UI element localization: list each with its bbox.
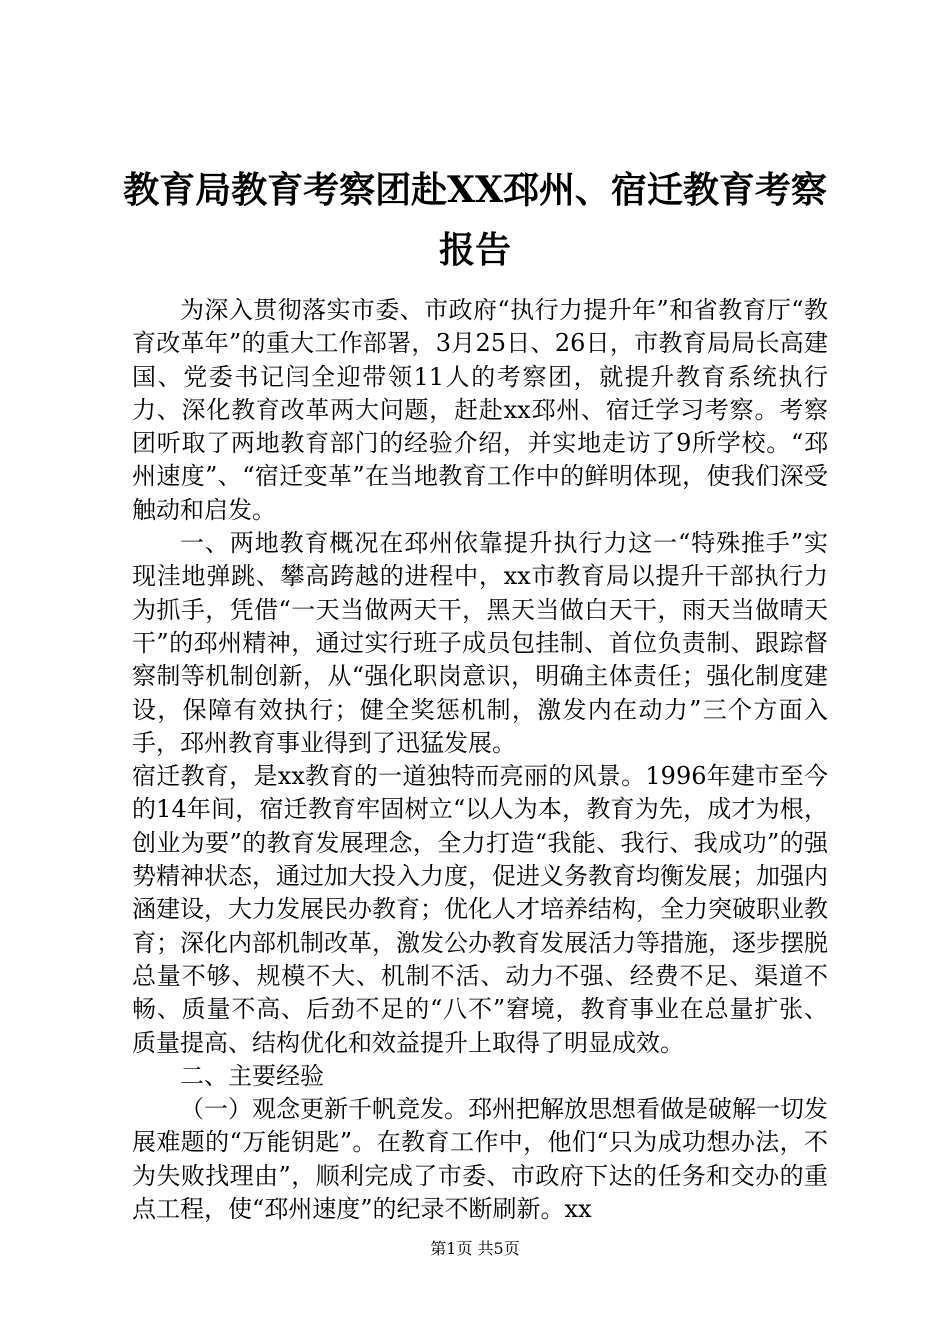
paragraph-intro: 为深入贯彻落实市委、市政府“执行力提升年”和省教育厅“教育改革年”的重大工作部署，3月25日、26日，市教育局局长高建国、党委书记闫全迎带领11人的考察团，就提升教育系统执行力、深化教育改革两大问题，赶赴xx邳州、宿迁学习考察。考察团听取了两地教育部门的经验介绍，并实地走访了9所学校。“邳州速度”、“宿迁变革”在当地教育工作中的鲜明体现，使我们深受触动和启发。 (132, 296, 828, 524)
paragraph-section-1: 一、两地教育概况在邳州依靠提升执行力这一“特殊推手”实现洼地弹跳、攀高跨越的进程中，xx市教育局以提升干部执行力为抓手，凭借“一天当做两天干，黑天当做白天干，雨天当做晴天干”的邳州精神，通过实行班子成员包挂制、首位负责制、跟踪督察制等机制创新，从“强化职岗意识，明确主体责任；强化制度建设，保障有效执行；健全奖惩机制，激发内在动力”三个方面入手，邳州教育事业得到了迅猛发展。 (132, 529, 828, 757)
document-body (132, 294, 828, 1226)
document-title (120, 160, 830, 280)
section-heading-2: 二、主要经验 (180, 1061, 324, 1090)
paragraph-suqian: 宿迁教育，是xx教育的一道独特而亮丽的风景。1996年建市至今的14年间，宿迁教育牢固树立“以人为本，教育为先，成才为根，创业为要”的教育发展理念，全力打造“我能、我行、我成功”的强势精神状态，通过加大投入力度，促进义务教育均衡发展；加强内涵建设，大力发展民办教育；优化人才培养结构，全力突破职业教育；深化内部机制改革，激发公办教育发展活力等措施，逐步摆脱总量不够、规模不大、机制不活、动力不强、经费不足、渠道不畅、质量不高、后劲不足的“八不”窘境，教育事业在总量扩张、质量提高、结构优化和效益提升上取得了明显成效。 (132, 762, 828, 1057)
title-line-1: 教育局教育考察团赴XX邳州、宿迁教育考察 (123, 169, 827, 211)
page-footer: 第1页 共5页 (430, 1239, 520, 1258)
title-line-2: 报告 (438, 229, 511, 271)
paragraph-experience-1: （一）观念更新千帆竞发。邳州把解放思想看做是破解一切发展难题的“万能钥匙”。在教育工作中，他们“只为成功想办法，不为失败找理由”，顺利完成了市委、市政府下达的任务和交办的重点工程，使“邳州速度”的纪录不断刷新。xx (132, 1095, 828, 1224)
